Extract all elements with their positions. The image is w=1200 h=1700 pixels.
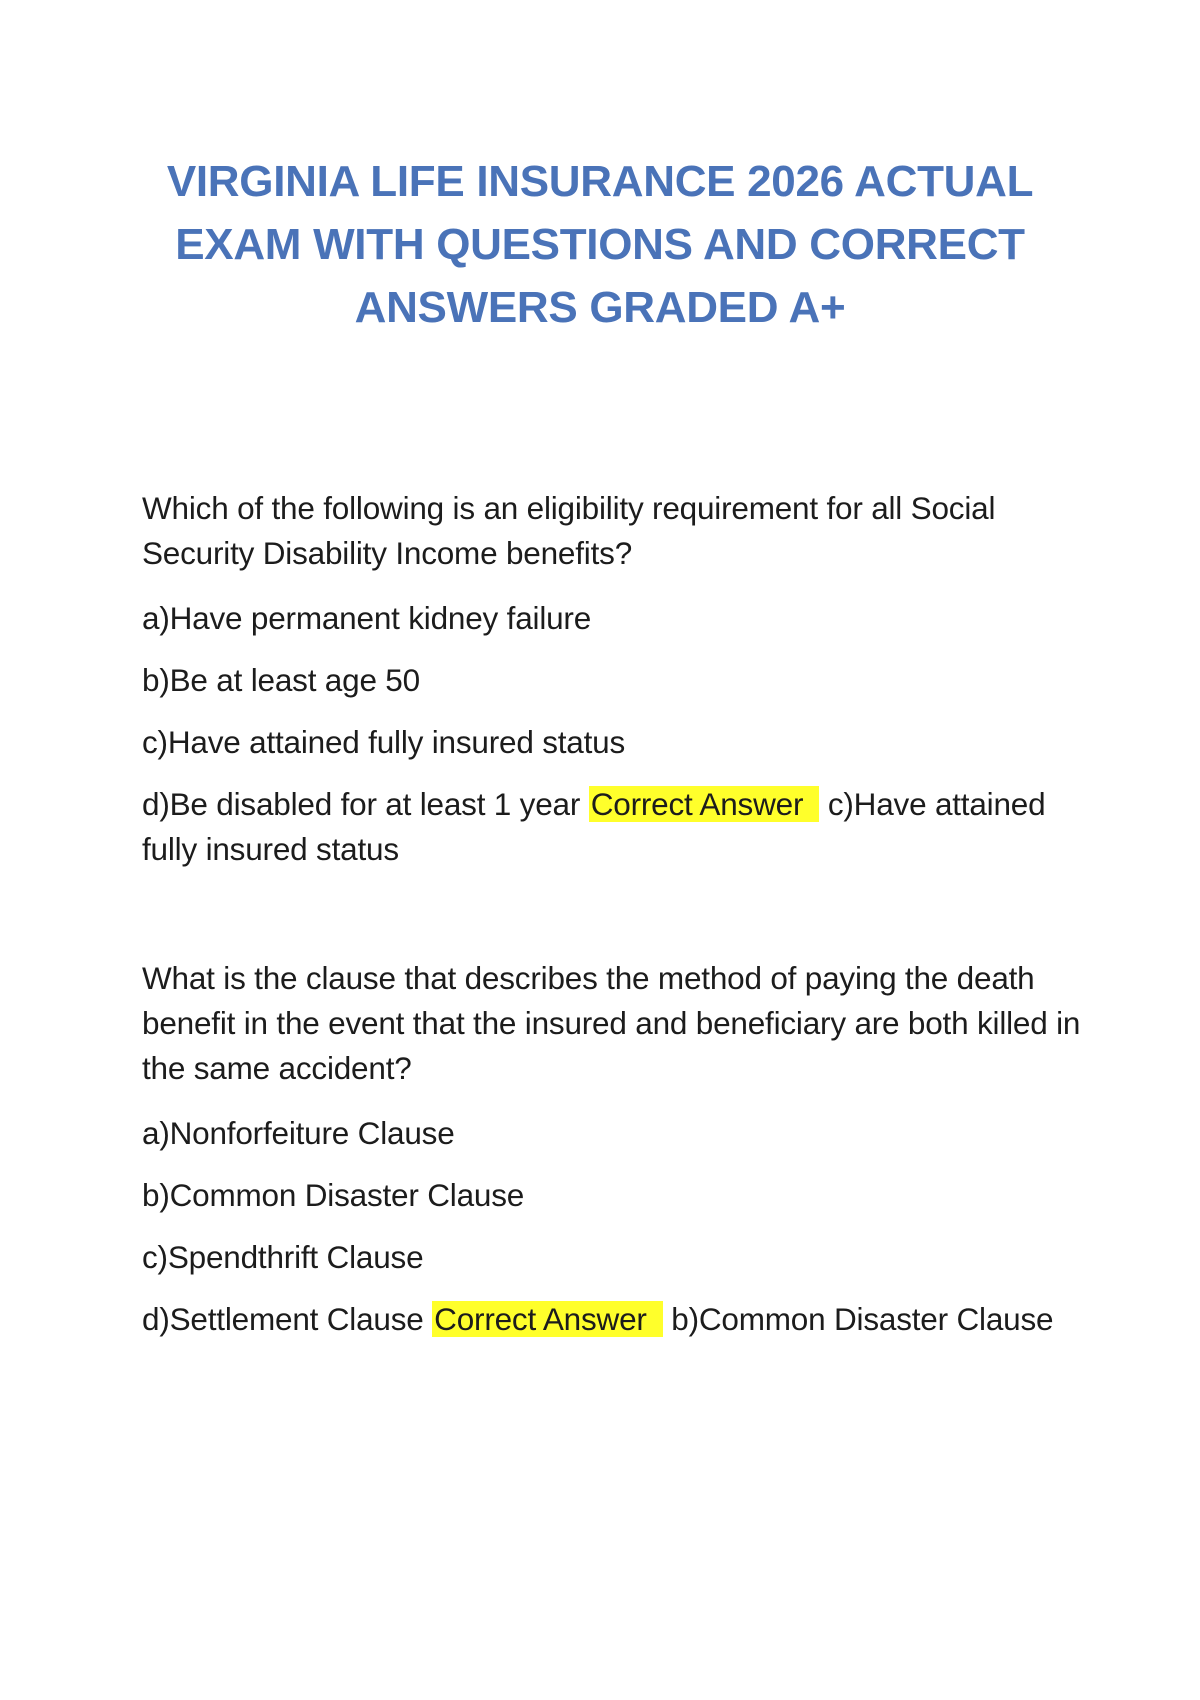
answer-option-c: c)Have attained fully insured status <box>142 724 626 760</box>
title-line: VIRGINIA LIFE INSURANCE 2026 ACTUAL <box>166 157 1034 206</box>
answer-option-c: c)Spendthrift Clause <box>142 1239 424 1275</box>
question-stem: What is the clause that describes the method of paying the death benefit in the event that the insured and beneficiary are both killed in the same accident? <box>142 960 1081 1086</box>
answer-option-a: a)Have permanent kidney failure <box>142 600 592 636</box>
answer-option-b: b)Common Disaster Clause <box>142 1177 525 1213</box>
question-block-2 <box>142 956 1082 1342</box>
title-line: ANSWERS GRADED A+ <box>354 283 846 332</box>
question-stem: Which of the following is an eligibility requirement for all Social Security Disability Income benefits? <box>142 490 996 571</box>
answer-option-d: d)Be disabled for at least 1 year <box>142 786 581 822</box>
correct-answer-highlight: Correct Answer <box>432 1301 663 1337</box>
answer-option-d-with-answer <box>142 1297 1082 1342</box>
answer-option-d: d)Settlement Clause <box>142 1301 424 1337</box>
answer-option-b: b)Be at least age 50 <box>142 662 420 698</box>
question-block-1 <box>142 486 1082 872</box>
answer-option-a: a)Nonforfeiture Clause <box>142 1115 455 1151</box>
correct-answer-text: c)Have attained fully insured status <box>142 786 1046 867</box>
correct-answer-text: b)Common Disaster Clause <box>671 1301 1054 1337</box>
document-title <box>150 150 1050 339</box>
correct-answer-highlight: Correct Answer <box>589 786 820 822</box>
title-line: EXAM WITH QUESTIONS AND CORRECT <box>175 220 1025 269</box>
answer-option-d-with-answer <box>142 782 1082 872</box>
